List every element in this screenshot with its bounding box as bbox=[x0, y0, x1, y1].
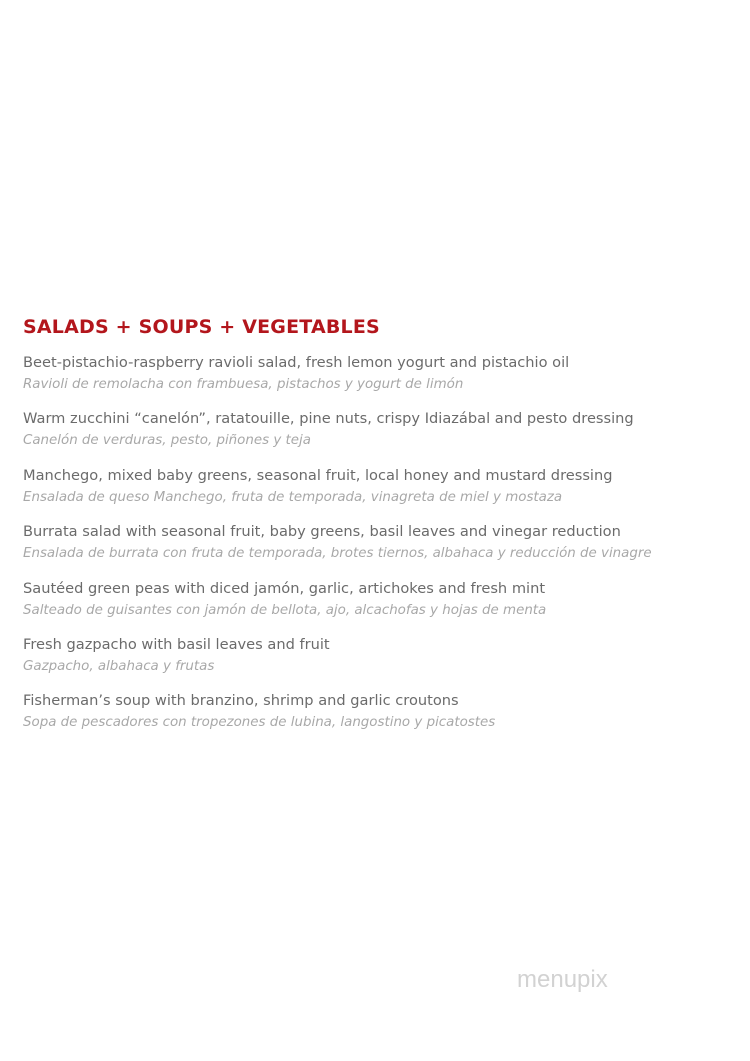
menu-item bbox=[23, 408, 738, 464]
dish-name-english: Burrata salad with seasonal fruit, baby greens, basil leaves and vinegar reduction bbox=[23, 523, 621, 541]
dish-name-spanish: Ensalada de burrata con fruta de temporada, brotes tiernos, albahaca y reducción de vinagre bbox=[23, 546, 652, 562]
dish-name-english: Beet-pistachio-raspberry ravioli salad, fresh lemon yogurt and pistachio oil bbox=[23, 354, 570, 371]
dish-name-english: Fisherman’s soup with branzino, shrimp and garlic croutons bbox=[23, 692, 459, 710]
menu-item bbox=[23, 690, 738, 746]
dish-name-spanish: Sopa de pescadores con tropezones de lubina, langostino y picatostes bbox=[23, 715, 496, 731]
dish-name-spanish: Ensalada de queso Manchego, fruta de temporada, vinagreta de miel y mostaza bbox=[23, 489, 563, 505]
dish-name-english: Manchego, mixed baby greens, seasonal fruit, local honey and mustard dressing bbox=[23, 466, 613, 484]
dish-name-english: Sautéed green peas with diced jamón, garlic, artichokes and fresh mint bbox=[23, 579, 546, 597]
menu-item-list bbox=[23, 352, 738, 747]
dish-name-spanish: Gazpacho, albahaca y frutas bbox=[23, 658, 215, 674]
menu-item bbox=[23, 352, 738, 408]
watermark-text: menupix bbox=[517, 966, 608, 993]
menu-item bbox=[23, 634, 738, 690]
menupix-watermark-logo bbox=[515, 960, 635, 1000]
dish-name-english: Warm zucchini “canelón”, ratatouille, pine nuts, crispy Idiazábal and pesto dressing bbox=[23, 410, 634, 428]
dish-name-spanish: Salteado de guisantes con jamón de bellota, ajo, alcachofas y hojas de menta bbox=[23, 602, 547, 618]
dish-name-english: Fresh gazpacho with basil leaves and fruit bbox=[23, 635, 330, 653]
section-title: SALADS + SOUPS + VEGETABLES bbox=[23, 316, 380, 338]
menu-section-salads-soups-vegetables bbox=[23, 314, 738, 747]
dish-name-spanish: Ravioli de remolacha con frambuesa, pistachos y yogurt de limón bbox=[23, 377, 464, 392]
menu-item bbox=[23, 578, 738, 634]
menu-item bbox=[23, 521, 738, 577]
dish-name-spanish: Canelón de verduras, pesto, piñones y teja bbox=[23, 433, 311, 449]
menu-item bbox=[23, 465, 738, 521]
